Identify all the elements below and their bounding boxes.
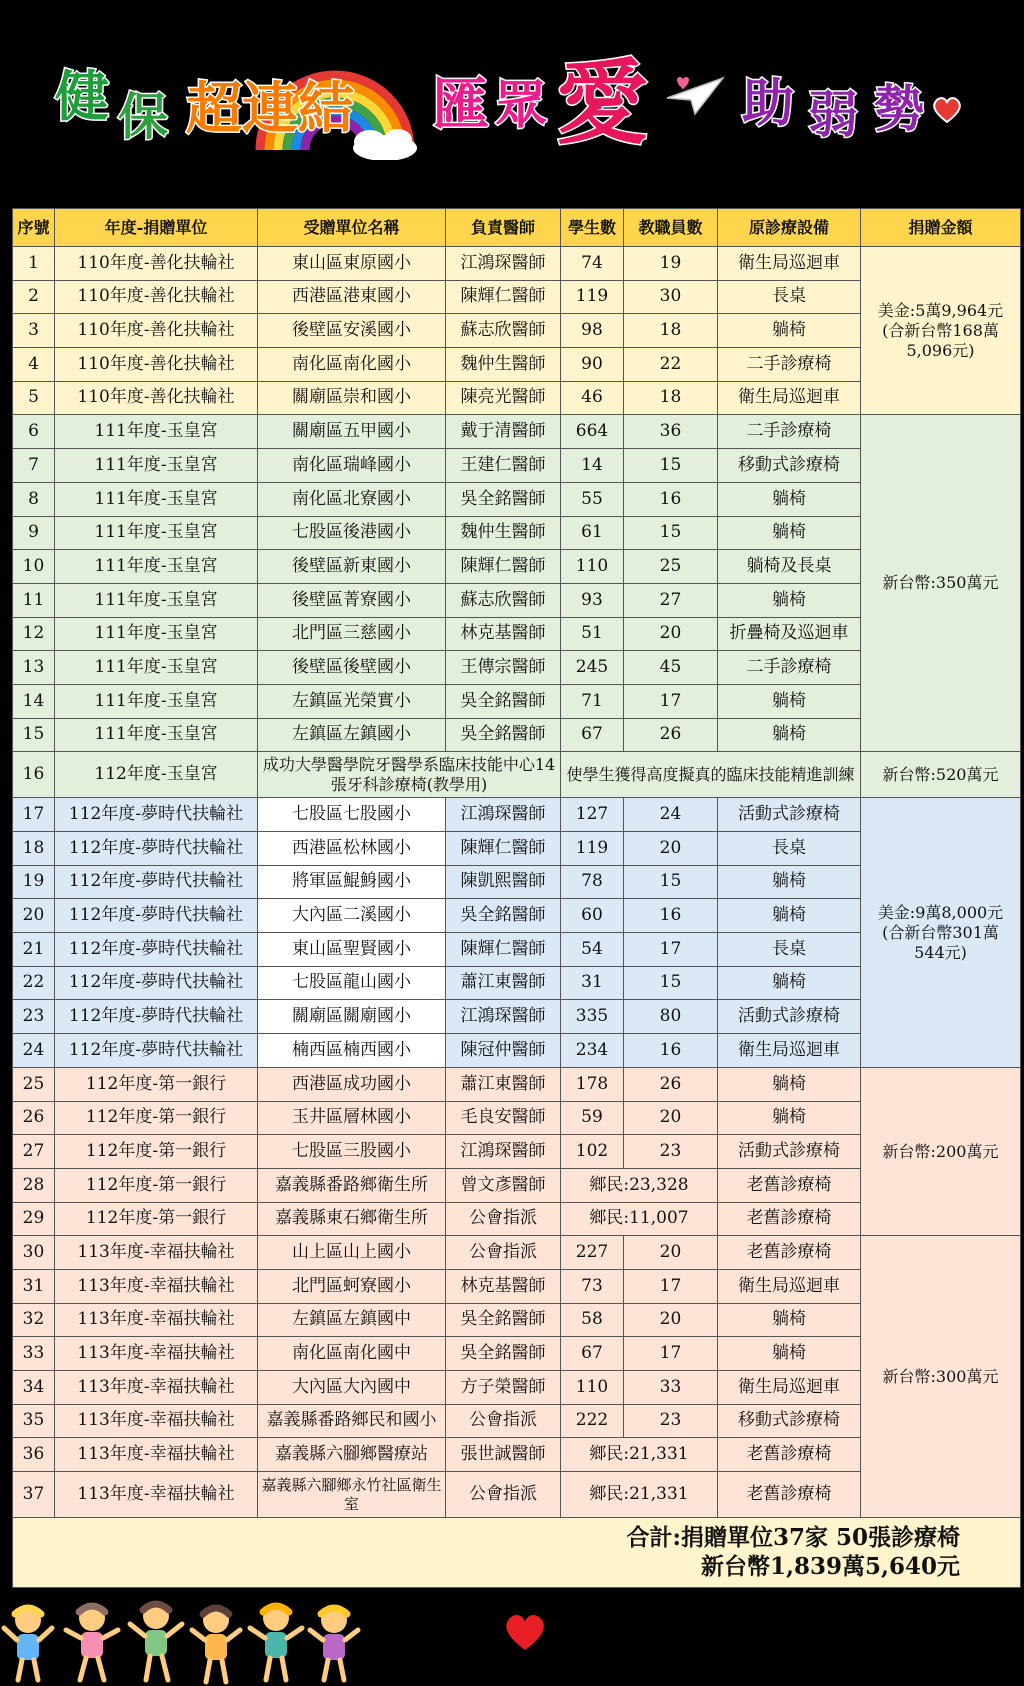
children-icon	[0, 1600, 370, 1686]
header-cell: 教職員數	[624, 209, 718, 247]
recipient-cell: 南化區瑞峰國小	[258, 449, 446, 483]
recipient-cell: 山上區山上國小	[258, 1236, 446, 1270]
equipment-cell: 躺椅	[718, 1102, 861, 1136]
row-number: 20	[13, 899, 55, 933]
students-cell: 664	[561, 415, 624, 449]
amount-cell: 新台幣:300萬元	[861, 1236, 1021, 1518]
recipient-cell: 嘉義縣番路鄉民和國小	[258, 1405, 446, 1439]
donor-cell: 111年度-玉皇宮	[55, 584, 258, 618]
row-number: 7	[13, 449, 55, 483]
doctor-cell: 吳全銘醫師	[446, 685, 561, 719]
students-cell: 59	[561, 1102, 624, 1136]
row-number: 14	[13, 685, 55, 719]
students-cell: 67	[561, 719, 624, 753]
header-cell: 序號	[13, 209, 55, 247]
students-cell: 234	[561, 1034, 624, 1068]
total-summary	[13, 1518, 1021, 1588]
recipient-cell: 左鎮區左鎮國小	[258, 719, 446, 753]
row-number: 25	[13, 1068, 55, 1102]
staff-cell: 17	[624, 685, 718, 719]
doctor-cell: 蕭江東醫師	[446, 1068, 561, 1102]
row-number: 22	[13, 967, 55, 1001]
doctor-cell: 毛良安醫師	[446, 1102, 561, 1136]
staff-cell: 17	[624, 933, 718, 967]
doctor-cell: 陳輝仁醫師	[446, 550, 561, 584]
row-number: 31	[13, 1270, 55, 1304]
doctor-cell: 林克基醫師	[446, 1270, 561, 1304]
row-number: 6	[13, 415, 55, 449]
recipient-cell: 西港區成功國小	[258, 1068, 446, 1102]
residents-cell: 鄉民:11,007	[561, 1203, 718, 1237]
equipment-cell: 老舊診療椅	[718, 1438, 861, 1472]
total-line-2: 新台幣1,839萬5,640元	[700, 1552, 960, 1580]
staff-cell: 26	[624, 719, 718, 753]
row-number: 9	[13, 517, 55, 551]
header-cell: 學生數	[561, 209, 624, 247]
doctor-cell: 吳全銘醫師	[446, 1304, 561, 1338]
recipient-cell: 左鎮區光榮實小	[258, 685, 446, 719]
students-cell: 119	[561, 281, 624, 315]
row-number: 1	[13, 247, 55, 281]
donor-cell: 111年度-玉皇宮	[55, 449, 258, 483]
header-cell: 原診療設備	[718, 209, 861, 247]
students-cell: 14	[561, 449, 624, 483]
donor-cell: 112年度-第一銀行	[55, 1169, 258, 1203]
staff-cell: 22	[624, 348, 718, 382]
doctor-cell: 公會指派	[446, 1203, 561, 1237]
donor-cell: 111年度-玉皇宮	[55, 651, 258, 685]
doctor-cell: 蘇志欣醫師	[446, 584, 561, 618]
equipment-cell: 老舊診療椅	[718, 1236, 861, 1270]
row-number: 15	[13, 719, 55, 753]
doctor-cell: 吳全銘醫師	[446, 719, 561, 753]
amount-cell: 美金:5萬9,964元(合新台幣168萬5,096元)	[861, 247, 1021, 415]
title-char-2: 保	[118, 88, 168, 146]
equipment-cell: 衛生局巡迴車	[718, 382, 861, 416]
recipient-cell: 西港區松林國小	[258, 832, 446, 866]
students-cell: 54	[561, 933, 624, 967]
donor-cell: 112年度-第一銀行	[55, 1203, 258, 1237]
donor-cell: 112年度-夢時代扶輪社	[55, 832, 258, 866]
recipient-cell: 關廟區關廟國小	[258, 1000, 446, 1034]
equipment-cell: 躺椅	[718, 483, 861, 517]
doctor-cell: 江鴻琛醫師	[446, 1135, 561, 1169]
recipient-cell: 嘉義縣番路鄉衛生所	[258, 1169, 446, 1203]
row-number: 8	[13, 483, 55, 517]
amount-cell: 新台幣:200萬元	[861, 1068, 1021, 1236]
doctor-cell: 方子榮醫師	[446, 1371, 561, 1405]
row-number: 35	[13, 1405, 55, 1439]
donor-cell: 113年度-幸福扶輪社	[55, 1270, 258, 1304]
donor-cell: 111年度-玉皇宮	[55, 550, 258, 584]
staff-cell: 24	[624, 798, 718, 832]
recipient-cell: 嘉義縣六腳鄉醫療站	[258, 1438, 446, 1472]
recipient-cell: 大內區二溪國小	[258, 899, 446, 933]
donor-cell: 111年度-玉皇宮	[55, 415, 258, 449]
doctor-cell: 吳全銘醫師	[446, 899, 561, 933]
donor-cell: 111年度-玉皇宮	[55, 685, 258, 719]
students-cell: 90	[561, 348, 624, 382]
staff-cell: 20	[624, 1102, 718, 1136]
residents-cell: 鄉民:23,328	[561, 1169, 718, 1203]
row-number: 3	[13, 314, 55, 348]
students-cell: 74	[561, 247, 624, 281]
staff-cell: 45	[624, 651, 718, 685]
recipient-cell: 嘉義縣六腳鄉永竹社區衛生室	[258, 1472, 446, 1518]
residents-cell: 鄉民:21,331	[561, 1438, 718, 1472]
doctor-cell: 陳亮光醫師	[446, 382, 561, 416]
title-char-3: 超連結	[186, 77, 354, 142]
equipment-cell: 老舊診療椅	[718, 1169, 861, 1203]
recipient-cell: 成功大學醫學院牙醫學系臨床技能中心14張牙科診療椅(教學用)	[258, 752, 561, 798]
equipment-cell: 躺椅	[718, 685, 861, 719]
donor-cell: 110年度-善化扶輪社	[55, 314, 258, 348]
title-char-7: 助	[742, 74, 795, 134]
recipient-cell: 後壁區菁寮國小	[258, 584, 446, 618]
title-char-4: 匯	[433, 73, 489, 138]
staff-cell: 20	[624, 1236, 718, 1270]
staff-cell: 23	[624, 1405, 718, 1439]
students-cell: 245	[561, 651, 624, 685]
students-cell: 73	[561, 1270, 624, 1304]
donor-cell: 111年度-玉皇宮	[55, 517, 258, 551]
recipient-cell: 七股區七股國小	[258, 798, 446, 832]
equipment-cell: 移動式診療椅	[718, 449, 861, 483]
donor-cell: 113年度-幸福扶輪社	[55, 1337, 258, 1371]
equipment-cell: 躺椅	[718, 866, 861, 900]
equipment-cell: 長桌	[718, 933, 861, 967]
paper-plane-icon	[665, 70, 725, 120]
doctor-cell: 魏仲生醫師	[446, 348, 561, 382]
recipient-cell: 玉井區層林國小	[258, 1102, 446, 1136]
staff-cell: 20	[624, 832, 718, 866]
row-number: 36	[13, 1438, 55, 1472]
staff-cell: 30	[624, 281, 718, 315]
recipient-cell: 北門區蚵寮國小	[258, 1270, 446, 1304]
row-number: 4	[13, 348, 55, 382]
students-cell: 51	[561, 618, 624, 652]
recipient-cell: 後壁區後壁國小	[258, 651, 446, 685]
staff-cell: 15	[624, 967, 718, 1001]
donor-cell: 112年度-夢時代扶輪社	[55, 967, 258, 1001]
row-number: 17	[13, 798, 55, 832]
equipment-cell: 活動式診療椅	[718, 1135, 861, 1169]
staff-cell: 20	[624, 1304, 718, 1338]
doctor-cell: 陳輝仁醫師	[446, 933, 561, 967]
row-number: 13	[13, 651, 55, 685]
doctor-cell: 江鴻琛醫師	[446, 247, 561, 281]
row-number: 12	[13, 618, 55, 652]
row-number: 5	[13, 382, 55, 416]
staff-cell: 16	[624, 899, 718, 933]
row-number: 2	[13, 281, 55, 315]
doctor-cell: 蘇志欣醫師	[446, 314, 561, 348]
staff-cell: 25	[624, 550, 718, 584]
recipient-cell: 關廟區五甲國小	[258, 415, 446, 449]
title-banner	[0, 0, 1024, 200]
recipient-cell: 關廟區崇和國小	[258, 382, 446, 416]
students-cell: 61	[561, 517, 624, 551]
staff-cell: 17	[624, 1337, 718, 1371]
equipment-cell: 衛生局巡迴車	[718, 1371, 861, 1405]
equipment-cell: 躺椅	[718, 584, 861, 618]
equipment-cell: 長桌	[718, 281, 861, 315]
residents-cell: 鄉民:21,331	[561, 1472, 718, 1518]
recipient-cell: 北門區三慈國小	[258, 618, 446, 652]
header-cell: 捐贈金額	[861, 209, 1021, 247]
recipient-cell: 東山區聖賢國小	[258, 933, 446, 967]
students-cell: 60	[561, 899, 624, 933]
recipient-cell: 大內區大內國中	[258, 1371, 446, 1405]
doctor-cell: 蕭江東醫師	[446, 967, 561, 1001]
row-number: 27	[13, 1135, 55, 1169]
students-cell: 67	[561, 1337, 624, 1371]
donor-cell: 113年度-幸福扶輪社	[55, 1405, 258, 1439]
staff-cell: 33	[624, 1371, 718, 1405]
doctor-cell: 林克基醫師	[446, 618, 561, 652]
students-cell: 227	[561, 1236, 624, 1270]
staff-cell: 23	[624, 1135, 718, 1169]
staff-cell: 16	[624, 1034, 718, 1068]
equipment-cell: 二手診療椅	[718, 348, 861, 382]
title-char-5: 眾	[495, 76, 548, 136]
row-number: 16	[13, 752, 55, 798]
equipment-cell: 躺椅	[718, 1304, 861, 1338]
donor-cell: 112年度-第一銀行	[55, 1068, 258, 1102]
equipment-cell: 衛生局巡迴車	[718, 247, 861, 281]
equipment-cell: 衛生局巡迴車	[718, 1270, 861, 1304]
header-cell: 負責醫師	[446, 209, 561, 247]
students-cell: 31	[561, 967, 624, 1001]
equipment-cell: 躺椅	[718, 719, 861, 753]
students-cell: 335	[561, 1000, 624, 1034]
note-cell: 使學生獲得高度擬真的臨床技能精進訓練	[561, 752, 861, 798]
donor-cell: 112年度-夢時代扶輪社	[55, 899, 258, 933]
staff-cell: 17	[624, 1270, 718, 1304]
recipient-cell: 七股區龍山國小	[258, 967, 446, 1001]
heart-icon	[503, 1612, 547, 1652]
row-number: 11	[13, 584, 55, 618]
students-cell: 78	[561, 866, 624, 900]
staff-cell: 36	[624, 415, 718, 449]
title-char-6: 愛	[556, 50, 649, 157]
staff-cell: 80	[624, 1000, 718, 1034]
donor-cell: 112年度-夢時代扶輪社	[55, 866, 258, 900]
equipment-cell: 躺椅	[718, 1337, 861, 1371]
title-char-8: 弱	[808, 86, 858, 144]
row-number: 26	[13, 1102, 55, 1136]
donor-cell: 111年度-玉皇宮	[55, 719, 258, 753]
recipient-cell: 七股區後港國小	[258, 517, 446, 551]
students-cell: 178	[561, 1068, 624, 1102]
amount-cell: 新台幣:350萬元	[861, 415, 1021, 752]
donation-table	[12, 208, 1021, 1588]
heart-icon	[932, 96, 962, 124]
doctor-cell: 陳冠仲醫師	[446, 1034, 561, 1068]
doctor-cell: 江鴻琛醫師	[446, 1000, 561, 1034]
staff-cell: 15	[624, 866, 718, 900]
staff-cell: 26	[624, 1068, 718, 1102]
equipment-cell: 衛生局巡迴車	[718, 1034, 861, 1068]
students-cell: 93	[561, 584, 624, 618]
equipment-cell: 移動式診療椅	[718, 1405, 861, 1439]
donor-cell: 112年度-第一銀行	[55, 1135, 258, 1169]
donor-cell: 113年度-幸福扶輪社	[55, 1304, 258, 1338]
equipment-cell: 躺椅	[718, 899, 861, 933]
doctor-cell: 公會指派	[446, 1236, 561, 1270]
students-cell: 102	[561, 1135, 624, 1169]
donor-cell: 112年度-夢時代扶輪社	[55, 1034, 258, 1068]
students-cell: 98	[561, 314, 624, 348]
donor-cell: 111年度-玉皇宮	[55, 483, 258, 517]
staff-cell: 15	[624, 449, 718, 483]
doctor-cell: 吳全銘醫師	[446, 1337, 561, 1371]
equipment-cell: 折疊椅及巡迴車	[718, 618, 861, 652]
doctor-cell: 公會指派	[446, 1472, 561, 1518]
students-cell: 71	[561, 685, 624, 719]
equipment-cell: 活動式診療椅	[718, 1000, 861, 1034]
doctor-cell: 王傳宗醫師	[446, 651, 561, 685]
doctor-cell: 陳輝仁醫師	[446, 832, 561, 866]
equipment-cell: 二手診療椅	[718, 651, 861, 685]
row-number: 29	[13, 1203, 55, 1237]
donor-cell: 113年度-幸福扶輪社	[55, 1371, 258, 1405]
doctor-cell: 公會指派	[446, 1405, 561, 1439]
staff-cell: 20	[624, 618, 718, 652]
students-cell: 222	[561, 1405, 624, 1439]
donor-cell: 111年度-玉皇宮	[55, 618, 258, 652]
row-number: 24	[13, 1034, 55, 1068]
recipient-cell: 七股區三股國小	[258, 1135, 446, 1169]
recipient-cell: 將軍區鯤鯓國小	[258, 866, 446, 900]
recipient-cell: 嘉義縣東石鄉衛生所	[258, 1203, 446, 1237]
recipient-cell: 左鎮區左鎮國中	[258, 1304, 446, 1338]
equipment-cell: 躺椅	[718, 517, 861, 551]
donor-cell: 112年度-夢時代扶輪社	[55, 798, 258, 832]
donor-cell: 112年度-夢時代扶輪社	[55, 933, 258, 967]
equipment-cell: 長桌	[718, 832, 861, 866]
equipment-cell: 躺椅	[718, 314, 861, 348]
header-cell: 受贈單位名稱	[258, 209, 446, 247]
staff-cell: 19	[624, 247, 718, 281]
doctor-cell: 張世誠醫師	[446, 1438, 561, 1472]
recipient-cell: 後壁區安溪國小	[258, 314, 446, 348]
row-number: 33	[13, 1337, 55, 1371]
doctor-cell: 曾文彥醫師	[446, 1169, 561, 1203]
equipment-cell: 躺椅	[718, 967, 861, 1001]
donor-cell: 110年度-善化扶輪社	[55, 348, 258, 382]
equipment-cell: 躺椅	[718, 1068, 861, 1102]
doctor-cell: 陳凱熙醫師	[446, 866, 561, 900]
donor-cell: 113年度-幸福扶輪社	[55, 1472, 258, 1518]
row-number: 21	[13, 933, 55, 967]
header-cell: 年度-捐贈單位	[55, 209, 258, 247]
doctor-cell: 江鴻琛醫師	[446, 798, 561, 832]
recipient-cell: 南化區南化國中	[258, 1337, 446, 1371]
row-number: 18	[13, 832, 55, 866]
students-cell: 46	[561, 382, 624, 416]
students-cell: 110	[561, 550, 624, 584]
donor-cell: 110年度-善化扶輪社	[55, 247, 258, 281]
recipient-cell: 南化區北寮國小	[258, 483, 446, 517]
equipment-cell: 老舊診療椅	[718, 1472, 861, 1518]
equipment-cell: 躺椅及長桌	[718, 550, 861, 584]
row-number: 23	[13, 1000, 55, 1034]
equipment-cell: 活動式診療椅	[718, 798, 861, 832]
donor-cell: 110年度-善化扶輪社	[55, 281, 258, 315]
row-number: 28	[13, 1169, 55, 1203]
donor-cell: 113年度-幸福扶輪社	[55, 1236, 258, 1270]
recipient-cell: 南化區南化國小	[258, 348, 446, 382]
equipment-cell: 老舊診療椅	[718, 1203, 861, 1237]
row-number: 37	[13, 1472, 55, 1518]
recipient-cell: 後壁區新東國小	[258, 550, 446, 584]
amount-cell: 美金:9萬8,000元(合新台幣301萬544元)	[861, 798, 1021, 1068]
row-number: 30	[13, 1236, 55, 1270]
donor-cell: 112年度-第一銀行	[55, 1102, 258, 1136]
recipient-cell: 西港區港東國小	[258, 281, 446, 315]
donor-cell: 110年度-善化扶輪社	[55, 382, 258, 416]
students-cell: 110	[561, 1371, 624, 1405]
doctor-cell: 陳輝仁醫師	[446, 281, 561, 315]
doctor-cell: 王建仁醫師	[446, 449, 561, 483]
total-line-1: 合計:捐贈單位37家 50張診療椅	[626, 1523, 960, 1551]
doctor-cell: 吳全銘醫師	[446, 483, 561, 517]
staff-cell: 27	[624, 584, 718, 618]
students-cell: 55	[561, 483, 624, 517]
doctor-cell: 戴于清醫師	[446, 415, 561, 449]
staff-cell: 15	[624, 517, 718, 551]
doctor-cell: 魏仲生醫師	[446, 517, 561, 551]
donor-cell: 112年度-玉皇宮	[55, 752, 258, 798]
students-cell: 127	[561, 798, 624, 832]
donor-cell: 112年度-夢時代扶輪社	[55, 1000, 258, 1034]
recipient-cell: 東山區東原國小	[258, 247, 446, 281]
staff-cell: 16	[624, 483, 718, 517]
row-number: 10	[13, 550, 55, 584]
equipment-cell: 二手診療椅	[718, 415, 861, 449]
row-number: 34	[13, 1371, 55, 1405]
staff-cell: 18	[624, 382, 718, 416]
recipient-cell: 楠西區楠西國小	[258, 1034, 446, 1068]
students-cell: 119	[561, 832, 624, 866]
donor-cell: 113年度-幸福扶輪社	[55, 1438, 258, 1472]
students-cell: 58	[561, 1304, 624, 1338]
staff-cell: 18	[624, 314, 718, 348]
title-char-1: 健	[55, 65, 109, 128]
amount-cell: 新台幣:520萬元	[861, 752, 1021, 798]
row-number: 19	[13, 866, 55, 900]
title-char-9: 勢	[874, 80, 924, 138]
row-number: 32	[13, 1304, 55, 1338]
